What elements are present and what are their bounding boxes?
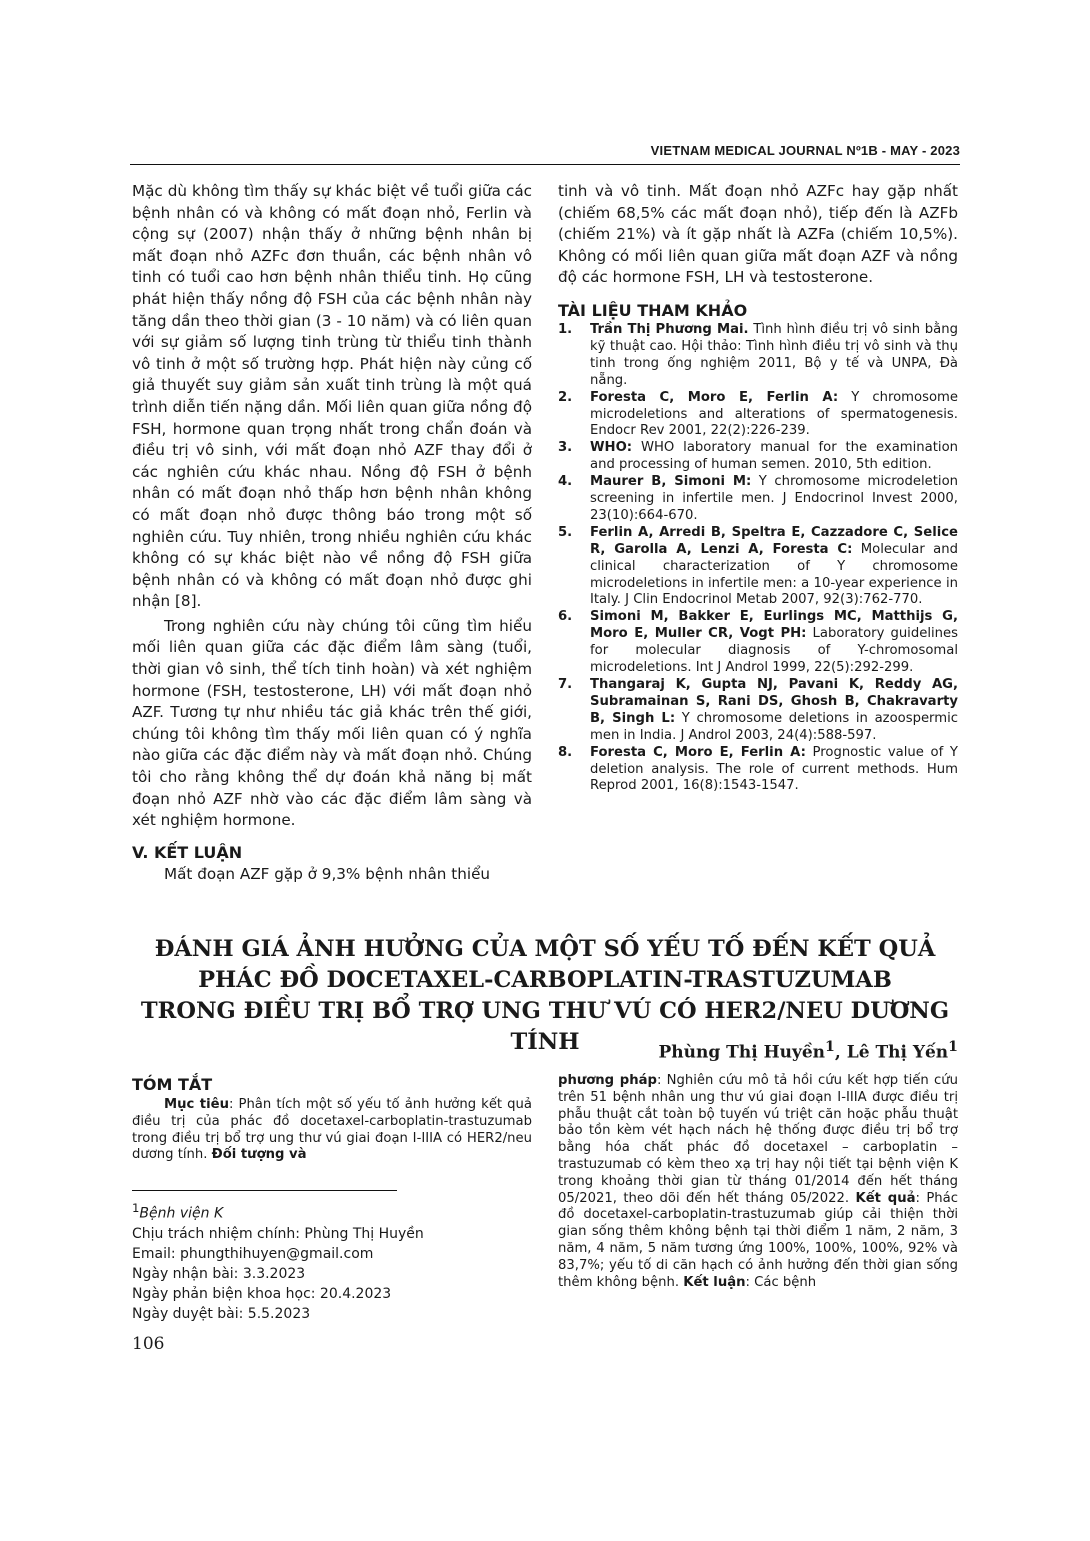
article-authors: Phùng Thị Huyền$^1$, Lê Thị Yến$^1$ — [658, 1039, 958, 1063]
footnote-block — [132, 1198, 424, 1324]
abstract-left — [132, 1097, 532, 1164]
reference-item: 1. Trần Thị Phương Mai. Tình hình điều trị vô sinh bằng kỹ thuật cao. Hội thảo: Tình hình điều trị vô sinh và thụ tinh trong ống nghiệm 2011, Bộ y tế và UNPA, Đà nẵng. — [558, 321, 958, 388]
abstract-heading: TÓM TẮT — [132, 1075, 213, 1094]
footnote-email: Email: phungthihuyen@gmail.com — [132, 1245, 374, 1262]
reference-list — [558, 322, 958, 795]
abstract-paragraph: Mục tiêu: Phân tích một số yếu tố ảnh hưởng kết quả điều trị của phác đồ docetaxel-carboplatin-trastuzumab trong điều trị bổ trợ ung thư vú giai đoạn I-IIIA có HER2/neu dương tính. Đối tượng và — [132, 1097, 532, 1163]
abstract-label-methods: phương pháp — [558, 1073, 657, 1088]
conclusion-paragraph-continued: tinh và vô tinh. Mất đoạn nhỏ AZFc hay gặp nhất (chiếm 68,5% các mất đoạn nhỏ), tiếp đến là AZFb (chiếm 21%) và ít gặp nhất là AZFa (chiếm 10,5%). Không có mối liên quan giữa mất đoạn AZF và nồng độ các hormone FSH, LH và testosterone. — [558, 182, 958, 287]
reference-text: Y chromosome microdeletions and alterations of spermatogenesis. Endocr Rev 2001, 22(2):226-239. — [590, 389, 958, 439]
abstract-right — [558, 1073, 958, 1291]
reference-authors: Ferlin A, Arredi B, Speltra E, Cazzadore C, Selice R, Garolla A, Lenzi A, Foresta C: — [590, 524, 958, 557]
abstract-label-results: Kết quả — [855, 1190, 916, 1206]
body-paragraph-1: Mặc dù không tìm thấy sự khác biệt về tuổi giữa các bệnh nhân có và không có mất đoạn nhỏ, Ferlin và cộng sự (2007) nhận thấy ở những bệnh nhân bị mất đoạn nhỏ AZFc đơn thuần, các bệnh nhân vô tinh có tuổi cao hơn bệnh nhân thiểu tinh. Họ cũng phát hiện thấy nồng độ FSH của các bệnh nhân này tăng dần theo thời gian (3 - 10 năm) và có liên quan với sự giảm số lượng tinh trùng từ thiểu tinh thành vô tinh ở một số trường hợp. Phát hiện này củng cố giả thuyết suy giảm sản xuất tinh trùng là một quá trình diễn tiến nặng dần. Mối liên quan giữa nồng độ FSH, hormone quan trọng nhất trong chẩn đoán và điều trị vô sinh, với mất đoạn nhỏ AZF thay đổi ở các nghiên cứu khác nhau. Nồng độ FSH ở bệnh nhân có mất đoạn nhỏ thấp hơn bệnh nhân không có mất đoạn nhỏ được thông báo trong một số nghiên cứu. Tuy nhiên, trong nhiều nghiên cứu khác không có sự khác biệt nào về nồng độ FSH giữa bệnh nhân có và không có mất đoạn nhỏ được ghi nhận [8]. — [132, 182, 532, 611]
author-name: Phùng Thị Huyền — [658, 1042, 826, 1063]
reference-item: 3. WHO: WHO laboratory manual for the examination and processing of human semen. 2010, 5th edition. — [558, 440, 958, 473]
article-title-line-2: PHÁC ĐỒ DOCETAXEL-CARBOPLATIN-TRASTUZUMAB — [198, 967, 892, 993]
reference-item: 7. Thangaraj K, Gupta NJ, Pavani K, Reddy AG, Subramainan S, Rani DS, Ghosh B, Chakravarty B, Singh L: Y chromosome deletions in azoospermic men in India. J Androl 2003, 24(4):588-597. — [558, 677, 959, 743]
reference-item: 8. Foresta C, Moro E, Ferlin A: Prognostic value of Y deletion analysis. The role of current methods. Hum Reprod 2001, 16(8):1543-1547. — [558, 744, 958, 794]
author-affiliation-mark: 1 — [825, 1039, 835, 1055]
abstract-paragraph-continued: phương pháp: Nghiên cứu mô tả hồi cứu kết hợp tiến cứu trên 51 bệnh nhân ung thư vú giai đoạn I-IIIA được điều trị phẫu thuật cắt toàn bộ tuyến vú triệt căn hoặc phẫu thuật bảo tồn kèm vét hạch nách hệ thống được điều trị bổ trợ bằng hóa chất phác đồ docetaxel – carboplatin – trastuzumab có kèm theo xạ trị hay nội tiết tại bệnh viện K trong khoảng thời gian từ tháng 01/2014 đến hết tháng 05/2021, theo dõi đến hết tháng 05/2022. Kết quả: Phác đồ docetaxel-carboplatin-trastuzumab giúp cải thiện thời gian sống thêm không bệnh tại thời điểm 1 năm, 2 năm, 3 năm, 4 năm, 5 năm tương ứng 100%, 100%, 100%, 92% và 83,7%; yếu tố di căn hạch có ảnh hưởng đến thời gian sống thêm không bệnh. Kết luận: Các bệnh — [558, 1073, 958, 1290]
article-title-line-3: TRONG ĐIỀU TRỊ BỔ TRỢ UNG THƯ VÚ CÓ HER2/NEU DƯƠNG TÍNH — [140, 998, 950, 1055]
reference-text: WHO laboratory manual for the examination and processing of human semen. 2010, 5th edition. — [590, 440, 958, 473]
article-title-line-1: ĐÁNH GIÁ ẢNH HƯỞNG CỦA MỘT SỐ YẾU TỐ ĐẾN KẾT QUẢ — [154, 936, 936, 962]
reference-text: Laboratory guidelines for molecular diagnosis of Y-chromosomal microdeletions. Int J Androl 1999, 22(5):292-299. — [590, 626, 958, 676]
reference-authors: Simoni M, Bakker E, Eurlings MC, Matthijs G, Moro E, Muller CR, Vogt PH: — [590, 609, 958, 642]
reference-text: Tình hình điều trị vô sinh bằng kỹ thuật cao. Hội thảo: Tình hình điều trị vô sinh và thụ tinh trong ống nghiệm 2011, Bộ y tế và UNPA, Đà nẵng. — [590, 321, 958, 388]
reference-text: Prognostic value of Y deletion analysis. The role of current methods. Hum Reprod 2001, 16(8):1543-1547. — [590, 744, 958, 794]
references-heading: TÀI LIỆU THAM KHẢO — [558, 300, 748, 320]
footnote-received: Ngày nhận bài: 3.3.2023 — [132, 1265, 306, 1282]
reference-text: Y chromosome microdeletion screening in infertile men. J Endocrinol Invest 2000, 23(10):664-670. — [590, 474, 958, 523]
right-column — [558, 181, 958, 795]
author-name: Lê Thị Yến — [846, 1042, 949, 1063]
header-divider — [130, 164, 960, 165]
reference-authors: Foresta C, Moro E, Ferlin A: — [590, 389, 839, 405]
reference-text: Y chromosome deletions in azoospermic men in India. J Androl 2003, 24(4):588-597. — [590, 710, 959, 743]
journal-header: VIETNAM MEDICAL JOURNAL Nº1B - MAY - 2023 — [650, 143, 960, 158]
reference-authors: WHO: — [590, 440, 633, 456]
footnote-reviewed: Ngày phản biện khoa học: 20.4.2023 — [132, 1285, 392, 1302]
reference-authors: Trần Thị Phương Mai. — [590, 321, 749, 337]
reference-authors: Maurer B, Simoni M: — [590, 474, 752, 490]
left-column — [132, 181, 532, 885]
section-heading-conclusion: V. KẾT LUẬN — [132, 842, 243, 862]
reference-item: 2. Foresta C, Moro E, Ferlin A: Y chromosome microdeletions and alterations of spermatogenesis. Endocr Rev 2001, 22(2):226-239. — [558, 389, 958, 439]
footnote-affiliation: $^1$Bệnh viện K — [132, 1201, 224, 1222]
page-number: 106 — [132, 1334, 165, 1354]
reference-authors: Foresta C, Moro E, Ferlin A: — [590, 744, 806, 760]
footnote-accepted: Ngày duyệt bài: 5.5.2023 — [132, 1305, 311, 1322]
footnote-responsible: Chịu trách nhiệm chính: Phùng Thị Huyền — [132, 1225, 424, 1242]
abstract-label-subjects: Đối tượng và — [211, 1147, 307, 1163]
abstract-label-objective: Mục tiêu — [164, 1097, 229, 1112]
reference-text: Molecular and clinical characterization of Y chromosome microdeletions in infertile men: a 10-year experience in Italy. J Clin Endocrinol Metab 2007, 92(3):762-770. — [590, 541, 958, 608]
footnote-divider — [132, 1190, 397, 1191]
reference-item: 5. Ferlin A, Arredi B, Speltra E, Cazzadore C, Selice R, Garolla A, Lenzi A, Foresta C: Molecular and clinical characterization of Y chromosome microdeletions in infertile men: a 10-year experience in Italy. J Clin Endocrinol Metab 2007, 92(3):762-770. — [558, 524, 958, 608]
abstract-label-conclusion: Kết luận — [683, 1274, 746, 1290]
conclusion-paragraph-start: Mất đoạn AZF gặp ở 9,3% bệnh nhân thiểu — [164, 864, 491, 883]
reference-item: 6. Simoni M, Bakker E, Eurlings MC, Matthijs G, Moro E, Muller CR, Vogt PH: Laboratory guidelines for molecular diagnosis of Y-chromosomal microdeletions. Int J Androl 1999, 22(5):292-299. — [558, 609, 958, 676]
reference-authors: Thangaraj K, Gupta NJ, Pavani K, Reddy AG, Subramainan S, Rani DS, Ghosh B, Chakravarty B, Singh L: — [590, 677, 958, 726]
body-paragraph-2: Trong nghiên cứu này chúng tôi cũng tìm hiểu mối liên quan giữa các đặc điểm lâm sàng (tuổi, thời gian vô sinh, thể tích tinh hoàn) và xét nghiệm hormone (FSH, testosterone, LH) với mất đoạn nhỏ AZF. Tương tự như nhiều tác giả khác trên thế giới, chúng tôi không tìm thấy mối liên quan có ý nghĩa nào giữa các đặc điểm này và mất đoạn nhỏ. Chúng tôi cho rằng không thể dự đoán khả năng bị mất đoạn nhỏ AZF nhờ vào các đặc điểm lâm sàng và xét nghiệm hormone. — [132, 616, 532, 830]
reference-item: 4. Maurer B, Simoni M: Y chromosome microdeletion screening in infertile men. J Endocrinol Invest 2000, 23(10):664-670. — [558, 474, 958, 523]
author-affiliation-mark: 1 — [948, 1039, 958, 1055]
